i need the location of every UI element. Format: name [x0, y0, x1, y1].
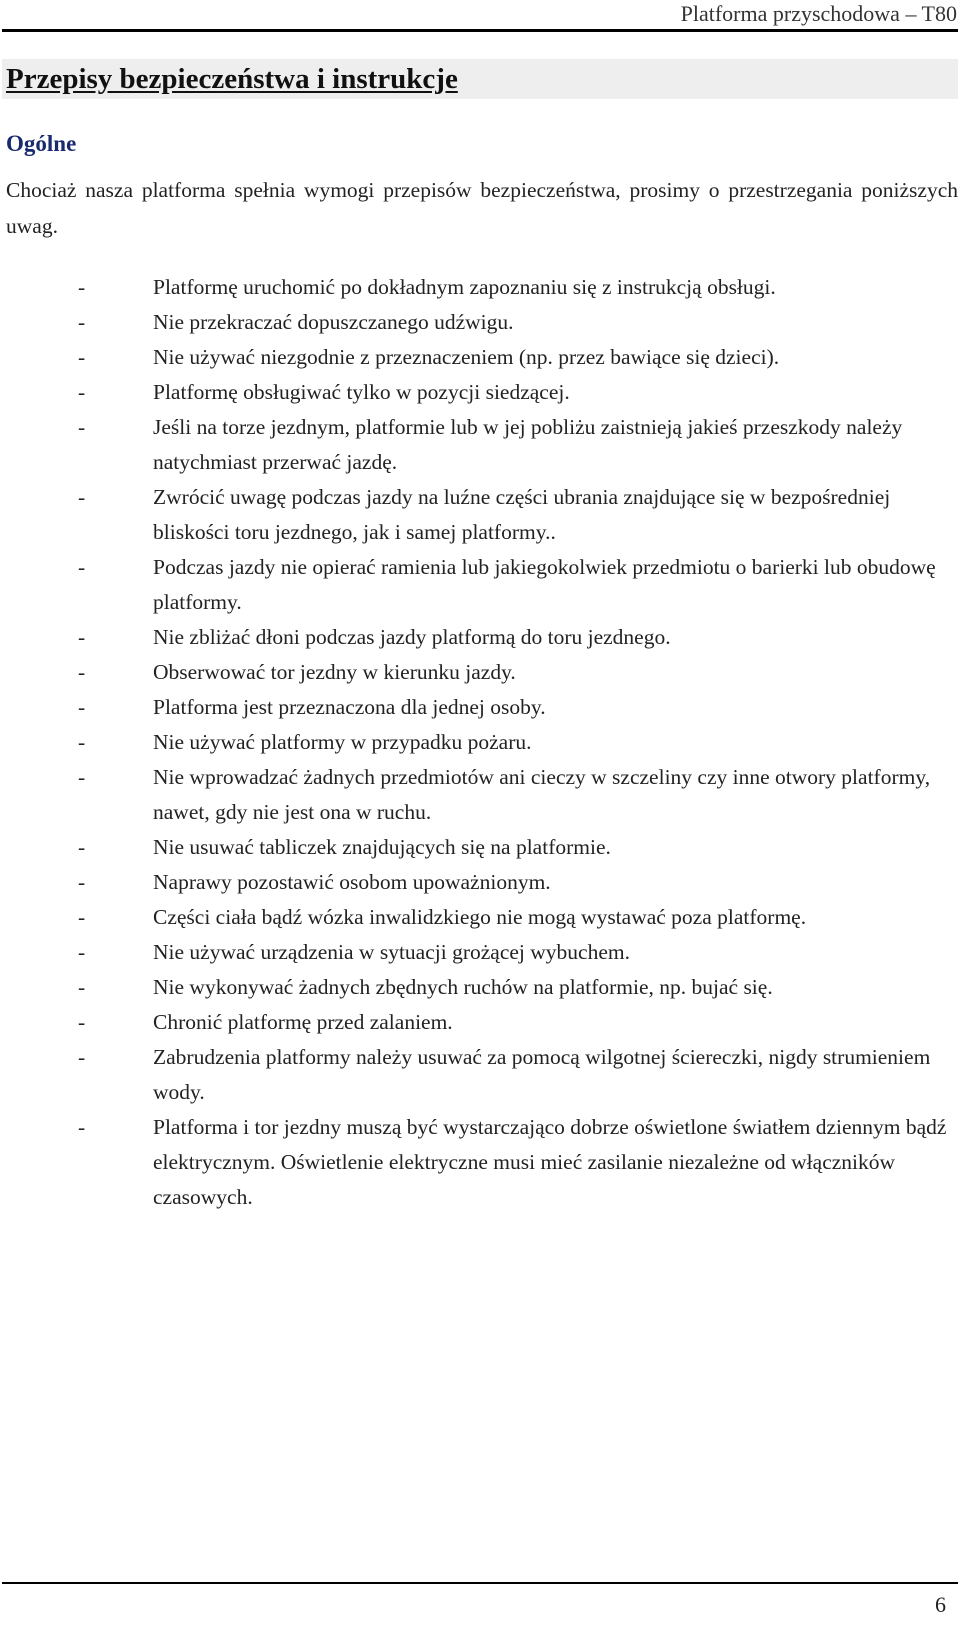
rule-marker: -: [78, 555, 86, 579]
document-title: Platforma przyschodowa – T80: [680, 1, 957, 26]
rule-marker: -: [78, 835, 86, 859]
rule-item: [0, 760, 960, 830]
rule-text: Platforma i tor jezdny muszą być wystarczająco dobrze oświetlone światłem dziennym bądź elektrycznym. Oświetlenie elektryczne musi mieć zasilanie niezależne od włączników czasowych.: [153, 1115, 947, 1209]
rule-item: [0, 970, 960, 1005]
rule-marker: -: [78, 695, 86, 719]
rule-text: Platformę obsługiwać tylko w pozycji siedzącej.: [153, 380, 570, 404]
rule-item: [0, 830, 960, 865]
rule-text: Nie wykonywać żadnych zbędnych ruchów na platformie, np. bujać się.: [153, 975, 773, 999]
rule-marker: -: [78, 975, 86, 999]
rule-item: [0, 305, 960, 340]
subsection-title: Ogólne: [6, 131, 77, 156]
rule-marker: -: [78, 1115, 86, 1139]
rule-item: [0, 550, 960, 620]
rule-item: [0, 935, 960, 970]
safety-rules-list: [0, 270, 960, 1215]
rule-text: Nie używać urządzenia w sytuacji grożącej wybuchem.: [153, 940, 630, 964]
rule-item: [0, 270, 960, 305]
rule-text: Platforma jest przeznaczona dla jednej osoby.: [153, 695, 546, 719]
rule-item: [0, 480, 960, 550]
rule-item: [0, 410, 960, 480]
rule-item: [0, 725, 960, 760]
rule-item: [0, 340, 960, 375]
rule-marker: -: [78, 625, 86, 649]
rule-marker: -: [78, 310, 86, 334]
rule-marker: -: [78, 345, 86, 369]
page-number: 6: [935, 1592, 946, 1617]
rule-text: Naprawy pozostawić osobom upoważnionym.: [153, 870, 551, 894]
rule-item: [0, 900, 960, 935]
rule-text: Nie wprowadzać żadnych przedmiotów ani cieczy w szczeliny czy inne otwory platformy, nawet, gdy nie jest ona w ruchu.: [153, 765, 931, 824]
rule-item: [0, 620, 960, 655]
rule-marker: -: [78, 485, 86, 509]
rule-item: [0, 655, 960, 690]
rule-item: [0, 375, 960, 410]
footer-divider: [2, 1582, 958, 1584]
rule-marker: -: [78, 940, 86, 964]
rule-marker: -: [78, 415, 86, 439]
rule-text: Zabrudzenia platformy należy usuwać za pomocą wilgotnej ściereczki, nigdy strumieniem wody.: [153, 1045, 931, 1104]
rule-item: [0, 1110, 960, 1215]
section-title: Przepisy bezpieczeństwa i instrukcje: [6, 63, 458, 95]
rule-marker: -: [78, 275, 86, 299]
rule-item: [0, 690, 960, 725]
rule-marker: -: [78, 1045, 86, 1069]
rule-marker: -: [78, 905, 86, 929]
header-divider: [2, 29, 958, 32]
page-header: [0, 0, 960, 30]
rule-marker: -: [78, 660, 86, 684]
rule-text: Obserwować tor jezdny w kierunku jazdy.: [153, 660, 516, 684]
rule-marker: -: [78, 870, 86, 894]
rule-text: Nie używać niezgodnie z przeznaczeniem (np. przez bawiące się dzieci).: [153, 345, 780, 369]
rule-text: Zwrócić uwagę podczas jazdy na luźne części ubrania znajdujące się w bezpośredniej bliskości toru jezdnego, jak i samej platformy..: [153, 485, 891, 544]
rule-text: Jeśli na torze jezdnym, platformie lub w jej pobliżu zaistnieją jakieś przeszkody należy natychmiast przerwać jazdę.: [153, 415, 903, 474]
rule-marker: -: [78, 380, 86, 404]
intro-paragraph: Chociaż nasza platforma spełnia wymogi przepisów bezpieczeństwa, prosimy o przestrzegania poniższych uwag.: [6, 178, 958, 238]
rule-text: Platformę uruchomić po dokładnym zapoznaniu się z instrukcją obsługi.: [153, 275, 776, 299]
rule-text: Chronić platformę przed zalaniem.: [153, 1010, 453, 1034]
rule-item: [0, 1040, 960, 1110]
rule-text: Podczas jazdy nie opierać ramienia lub jakiegokolwiek przedmiotu o barierki lub obudowę platformy.: [153, 555, 936, 614]
rule-marker: -: [78, 730, 86, 754]
rule-text: Nie używać platformy w przypadku pożaru.: [153, 730, 532, 754]
rule-marker: -: [78, 1010, 86, 1034]
rule-marker: -: [78, 765, 86, 789]
rule-text: Nie usuwać tabliczek znajdujących się na platformie.: [153, 835, 611, 859]
rule-text: Części ciała bądź wózka inwalidzkiego nie mogą wystawać poza platformę.: [153, 905, 807, 929]
rule-text: Nie zbliżać dłoni podczas jazdy platformą do toru jezdnego.: [153, 625, 671, 649]
rule-text: Nie przekraczać dopuszczanego udźwigu.: [153, 310, 514, 334]
rule-item: [0, 1005, 960, 1040]
rule-item: [0, 865, 960, 900]
